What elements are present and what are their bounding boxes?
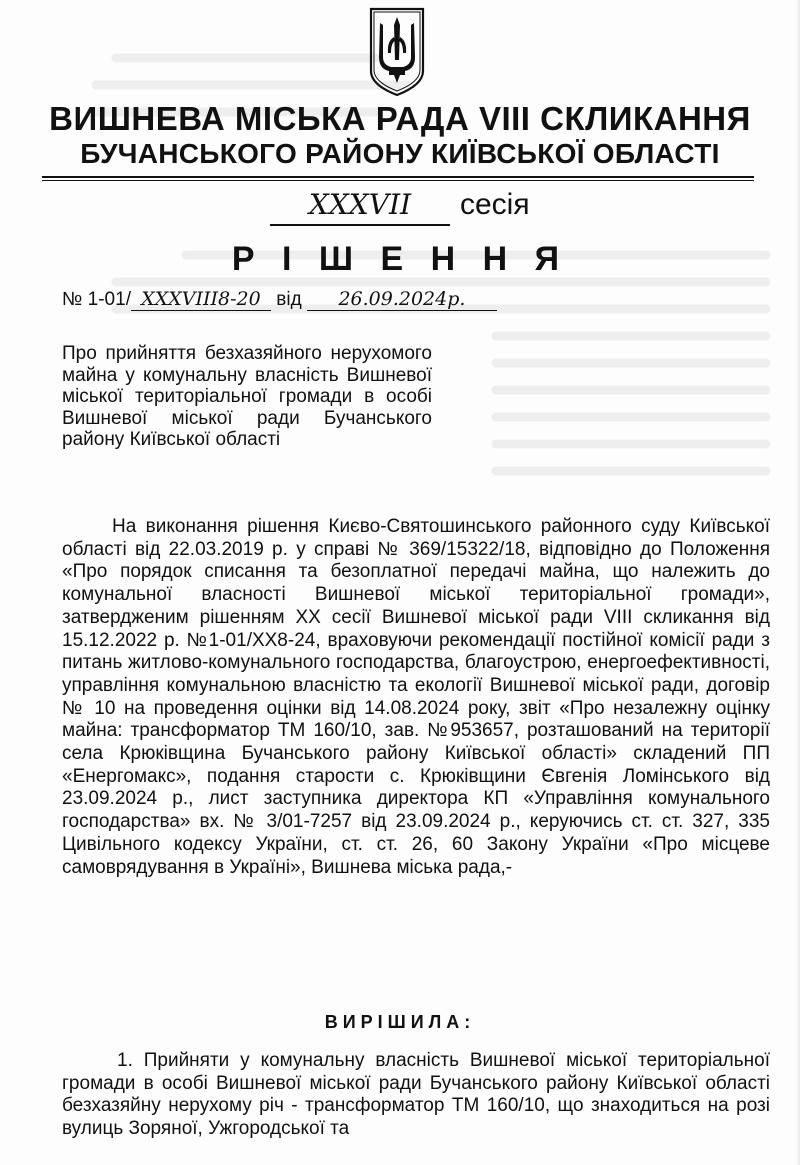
decision-date-prefix: від: [276, 289, 302, 310]
document-type-heading: Р І Ш Е Н Н Я: [231, 240, 569, 278]
session-word: сесія: [460, 188, 530, 221]
resolved-heading: ВИРІШИЛА:: [324, 1012, 476, 1032]
session-number: XXXVII: [270, 188, 450, 226]
header-rule-bottom: [42, 180, 754, 181]
decision-number-handwritten: XXXVIII8-20: [131, 288, 271, 311]
decision-preamble: На виконання рішення Києво-Святошинського районного суду Київської області від 22.03.2019 р. у справі № 369/15322/18, відповідно до Положення «Про порядок списання та безоплатної передачі майна, що належить до комунальної власності Вишневої міської територіальної громади», затвердженим рішенням ХХ сесії Вишневої міської ради VIII скликання від 15.12.2022 р. №1-01/ХХ8-24, враховуючи рекомендації постійної комісії ради з питань житлово-комунального господарства, благоустрою, енергоефективності, управління комунальною власністю та екології Вишневої міської ради, договір № 10 на проведення оцінки від 14.08.2024 року, звіт «Про незалежну оцінку майна: трансформатор ТМ 160/10, зав. №953657, розташований на території села Крюківщина Бучанського району Київської області» складений ПП «Енергомакс», подання старости с. Крюківщини Євгенія Ломінського від 23.09.2024 р., лист заступника директора КП «Управління комунального господарства» вх. № 3/01-7257 від 23.09.2024 р., керуючись ст. ст. 327, 335 Цивільного кодексу України, ст. ст. 26, 60 Закону України «Про місцеве самоврядування в Україні», Вишнева міська рада,-: [62, 516, 770, 878]
trident-emblem-icon: [367, 5, 427, 97]
decision-number-prefix: № 1-01/: [62, 289, 131, 310]
council-title: ВИШНЕВА МІСЬКА РАДА VIII СКЛИКАННЯ: [49, 100, 751, 137]
resolution-item: 1. Прийняти у комунальну власність Вишневої міської територіальної громади в особі Вишневої міської ради Бучанського району Київської області безхазяйну нерухому річ - трансформатор ТМ 160/10, що знаходиться на розі вулиць Зоряної, Ужгородської та: [62, 1050, 770, 1140]
session-line: [270, 188, 530, 226]
council-subtitle: БУЧАНСЬКОГО РАЙОНУ КИЇВСЬКОЇ ОБЛАСТІ: [80, 138, 720, 169]
header-rule-top: [42, 176, 754, 178]
page-edge-shadow: [796, 0, 800, 1165]
decision-subject: Про прийняття безхазяйного нерухомого майна у комунальну власність Вишневої міської територіальної громади в особі Вишневої міської ради Бучанського району Київської області: [62, 343, 432, 450]
decision-date-handwritten: 26.09.2024р.: [307, 288, 497, 311]
decision-number-line: [62, 288, 497, 311]
